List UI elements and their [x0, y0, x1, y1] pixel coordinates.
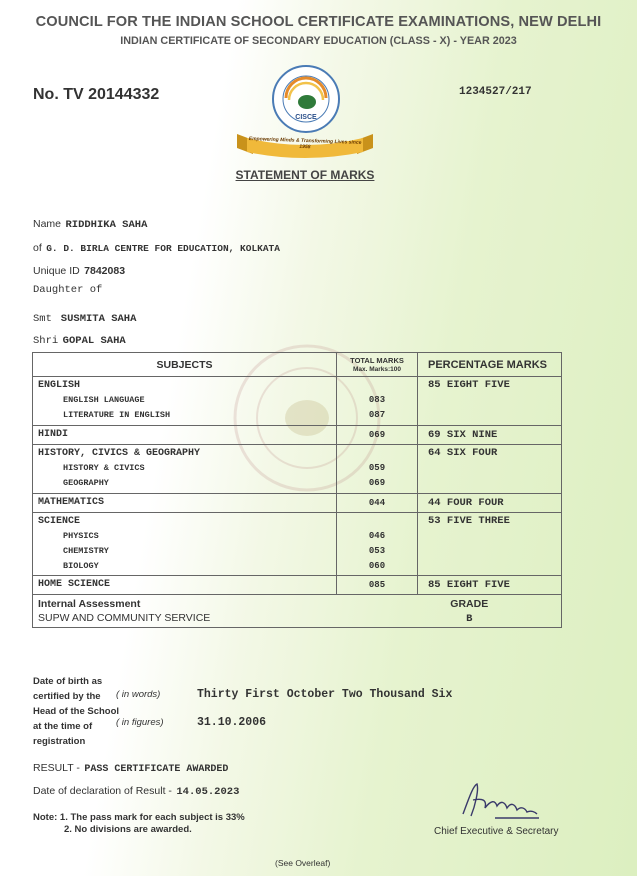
dob-label-line: Date of birth as: [33, 676, 103, 687]
grade-label: GRADE: [450, 598, 489, 610]
sub-subject: LITERATURE IN ENGLISH: [63, 410, 171, 420]
percent-value: 44 FOUR FOUR: [428, 497, 504, 509]
serial-number: 1234527/217: [459, 86, 532, 98]
internal-assessment-label: Internal Assessment: [38, 598, 141, 610]
sub-subject: PHYSICS: [63, 531, 99, 541]
marks-value: 087: [368, 410, 386, 420]
table-row: [33, 513, 562, 576]
result-line: [33, 758, 228, 776]
svg-text:CISCE: CISCE: [295, 114, 317, 121]
percent-value: 64 SIX FOUR: [428, 447, 498, 459]
subject-name: ENGLISH: [38, 380, 81, 391]
uid-value: 7842083: [84, 265, 126, 277]
dob-label-line: certified by the: [33, 691, 101, 702]
result-value: PASS CERTIFICATE AWARDED: [84, 764, 229, 775]
dob-in-figures: 31.10.2006: [197, 716, 267, 729]
subject-name: HISTORY, CIVICS & GEOGRAPHY: [38, 448, 201, 459]
percent-value: 85 EIGHT FIVE: [428, 379, 510, 391]
table-row: [33, 377, 562, 426]
sub-subject: GEOGRAPHY: [63, 478, 109, 488]
dob-label-line: Head of the School: [33, 706, 120, 717]
signatory-title: Chief Executive & Secretary: [434, 826, 559, 837]
col-subjects-header: SUBJECTS: [33, 353, 337, 377]
internal-assessment-row: [33, 595, 562, 628]
declaration-date: 14.05.2023: [176, 786, 240, 798]
uid-line: [33, 261, 125, 279]
grade-value: B: [466, 613, 473, 625]
table-row: [33, 494, 562, 513]
declaration-line: [33, 781, 239, 799]
marks-value: 085: [368, 579, 386, 590]
dob-label-line: registration: [33, 736, 86, 747]
mother-prefix: Smt: [33, 313, 52, 325]
note-block: [33, 812, 245, 836]
table-row: [33, 576, 562, 595]
see-overleaf: (See Overleaf): [275, 858, 331, 868]
student-name: RIDDHIKA SAHA: [65, 219, 148, 231]
marks-value: 069: [368, 478, 386, 488]
cisce-logo: [261, 64, 351, 139]
name-line: [33, 214, 147, 232]
note-item: 1. The pass mark for each subject is 33%: [59, 812, 245, 823]
signature: [455, 778, 545, 827]
school-name: G. D. BIRLA CENTRE FOR EDUCATION, KOLKATA: [46, 243, 280, 254]
exam-title: INDIAN CERTIFICATE OF SECONDARY EDUCATION (CLASS - X) - YEAR 2023: [120, 35, 517, 47]
uid-label: Unique ID: [33, 265, 80, 277]
dob-in-words: Thirty First October Two Thousand Six: [197, 688, 453, 701]
statement-title: STATEMENT OF MARKS: [235, 168, 375, 182]
col-percent-header: PERCENTAGE MARKS: [418, 353, 562, 377]
sub-subject: HISTORY & CIVICS: [63, 463, 145, 473]
internal-subject: SUPW AND COMMUNITY SERVICE: [38, 612, 211, 624]
note-item: 2. No divisions are awarded.: [64, 824, 192, 835]
subject-name: MATHEMATICS: [38, 497, 105, 508]
in-figures-label: ( in figures): [116, 717, 164, 728]
marks-value: 044: [368, 497, 386, 508]
marks-value: 053: [368, 546, 386, 556]
sub-subject: BIOLOGY: [63, 561, 99, 571]
certificate-number: No. TV 20144332: [33, 86, 160, 103]
of-label: of: [33, 242, 42, 254]
in-words-label: ( in words): [116, 689, 161, 700]
table-row: [33, 445, 562, 494]
father-prefix: Shri: [33, 335, 59, 347]
logo-ribbon-text: Empowering Minds & Transforming Lives since 1958: [248, 136, 362, 151]
marks-value: 060: [368, 561, 386, 571]
result-label: RESULT -: [33, 762, 80, 774]
percent-value: 69 SIX NINE: [428, 429, 498, 441]
note-label: Note:: [33, 812, 58, 823]
marks-table: [32, 352, 562, 628]
subject-name: HOME SCIENCE: [38, 579, 111, 590]
dob-label-line: at the time of: [33, 721, 93, 732]
col-total-label: TOTAL MARKS: [350, 355, 404, 365]
sub-subject: ENGLISH LANGUAGE: [63, 395, 145, 405]
subject-name: SCIENCE: [38, 516, 81, 527]
marks-value: 059: [368, 463, 386, 473]
subject-name: HINDI: [38, 429, 69, 440]
school-line: [33, 238, 280, 256]
marks-value: 069: [368, 429, 386, 440]
mother-name: SUSMITA SAHA: [60, 313, 137, 325]
marks-value: 083: [368, 395, 386, 405]
sub-subject: CHEMISTRY: [63, 546, 109, 556]
table-row: [33, 426, 562, 445]
percent-value: 85 EIGHT FIVE: [428, 579, 510, 591]
col-total-sub: Max. Marks:100: [352, 365, 402, 373]
percent-value: 53 FIVE THREE: [428, 515, 510, 527]
col-total-header: [337, 353, 418, 377]
council-title: COUNCIL FOR THE INDIAN SCHOOL CERTIFICATE EXAMINATIONS, NEW DELHI: [35, 14, 602, 30]
dob-label-block: [33, 674, 119, 749]
father-name: GOPAL SAHA: [62, 335, 126, 347]
father-line: [33, 330, 126, 348]
mother-line: [33, 308, 136, 326]
declaration-label: Date of declaration of Result -: [33, 785, 172, 797]
name-label: Name: [33, 218, 62, 230]
daughter-of-label: Daughter of: [33, 284, 103, 296]
marks-value: 046: [368, 531, 386, 541]
